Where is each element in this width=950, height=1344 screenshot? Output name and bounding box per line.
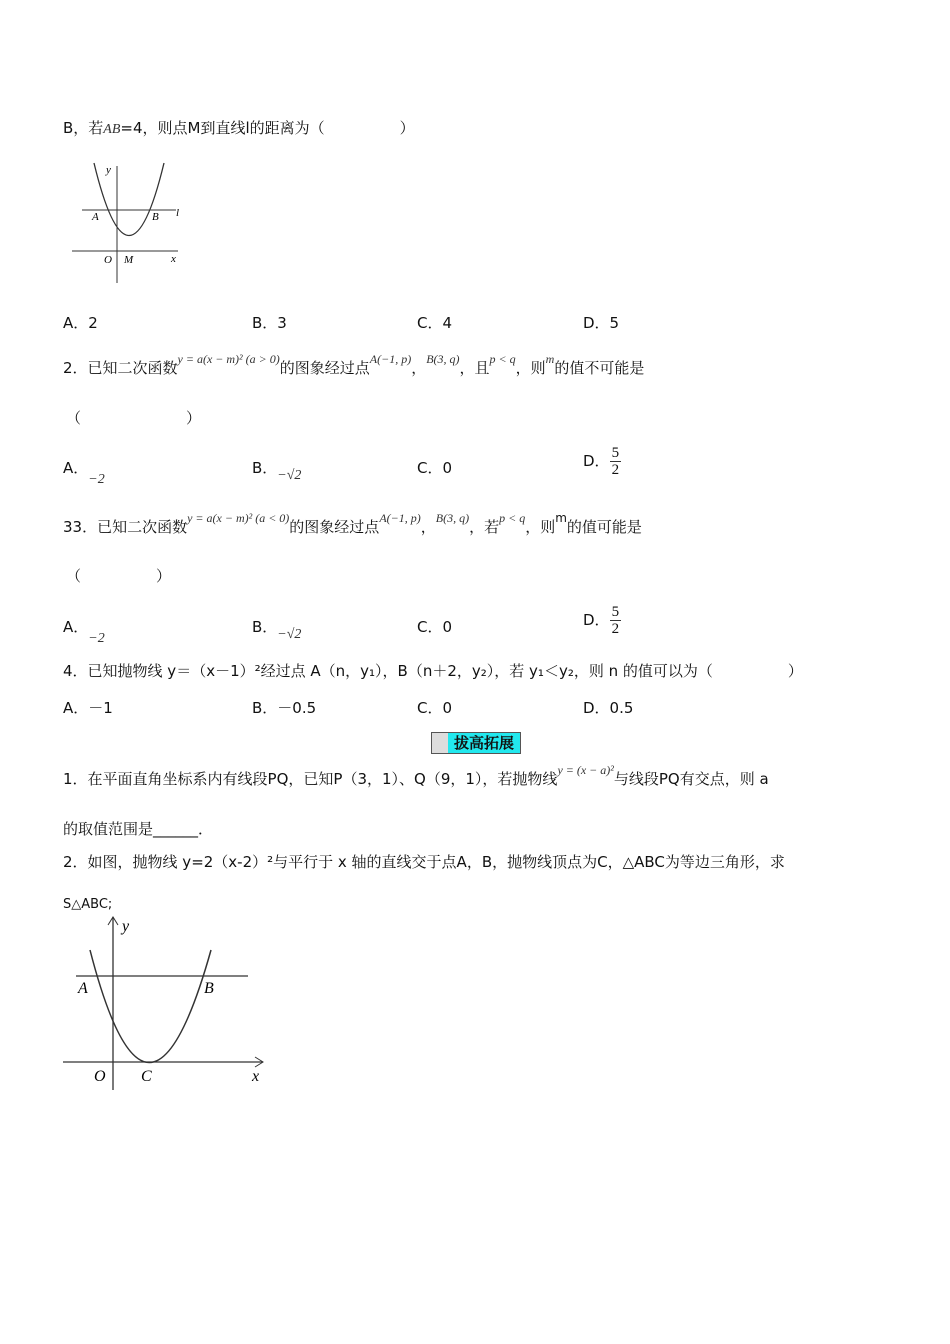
q2-mid: 的图象经过点 (279, 359, 370, 377)
q2-option-b[interactable] (252, 458, 302, 483)
e2-area-label: S△ABC; (63, 897, 113, 912)
section-title: 拔高拓展 (448, 733, 520, 753)
label-C: C (141, 1068, 152, 1085)
q2-prefix: 2．已知二次函数 (63, 359, 178, 377)
section-header (431, 732, 521, 754)
e1-formula: y = (x − a)² (557, 763, 614, 777)
q2-option-d[interactable] (583, 445, 621, 478)
q4-option-c[interactable]: C．0 (417, 699, 453, 717)
label-B: B (204, 980, 214, 997)
q2-m: m (545, 352, 555, 366)
parabola (94, 163, 164, 236)
q4-option-a[interactable]: A．－1 (63, 699, 113, 717)
label-y: y (122, 918, 130, 935)
q2-option-a[interactable] (63, 458, 105, 487)
q1-text-b: =4，则点M到直线l的距离为（ ） (120, 119, 415, 137)
label-l: l (176, 207, 180, 219)
q3-stem (63, 511, 642, 538)
e1-prefix: 1．在平面直角坐标系内有线段PQ，已知P（3，1）、Q（9，1），若抛物线 (63, 770, 558, 788)
label-A: A (78, 980, 88, 997)
q2-comma: ， (411, 359, 427, 377)
q4-option-b[interactable]: B．－0.5 (252, 699, 317, 717)
q3-m: m (555, 511, 567, 525)
label-M: M (124, 254, 134, 266)
q2-point-b: B(3, q) (426, 352, 460, 366)
fraction (610, 604, 622, 637)
q2-answer-blank: （ ） (66, 409, 202, 427)
fraction (610, 445, 622, 478)
q3-point-a: A(−1, p) (379, 511, 421, 525)
q3-option-d[interactable] (583, 604, 621, 637)
option-label: B． (252, 459, 278, 477)
q2-suffix: 的值不可能是 (554, 359, 645, 377)
e2-graph (58, 915, 273, 1095)
option-value: 0 (442, 459, 453, 477)
label-y: y (106, 164, 111, 176)
q1-option-d[interactable]: D．5 (583, 314, 620, 332)
option-value: −2 (88, 631, 105, 646)
q2-then: ，则 (515, 359, 546, 377)
q1-option-b[interactable]: B．3 (252, 314, 287, 332)
q3-comma: ， (420, 518, 436, 536)
q1-option-a[interactable]: A．2 (63, 314, 98, 332)
q3-point-b: B(3, q) (435, 511, 470, 525)
q2-point-a: A(−1, p) (369, 352, 412, 366)
e1-answer-line: 的取值范围是______． (63, 820, 214, 838)
option-label: D． (583, 452, 610, 470)
q2-cond: p < q (489, 352, 516, 366)
parabola (90, 950, 211, 1063)
label-x: x (171, 253, 176, 265)
denominator: 2 (611, 621, 620, 637)
q3-option-c[interactable] (417, 617, 452, 637)
label-O: O (94, 1068, 106, 1085)
option-value: −2 (88, 472, 105, 487)
numerator: 5 (611, 604, 620, 620)
q1-stem (63, 118, 415, 140)
q3-answer-blank: （ ） (66, 567, 172, 585)
q1-option-c[interactable]: C．4 (417, 314, 453, 332)
option-value: −√2 (277, 627, 302, 642)
numerator: 5 (611, 445, 620, 461)
q4-stem: 4．已知抛物线 y＝（x－1）²经过点 A（n，y₁），B（n＋2，y₂），若 y₁＜y₂，则 n 的值可以为（ ） (63, 662, 803, 680)
option-value: −√2 (277, 468, 302, 483)
q3-cond: p < q (499, 511, 526, 525)
q3-option-a[interactable] (63, 617, 105, 646)
q2-option-c[interactable] (417, 458, 452, 478)
option-label: C． (417, 459, 443, 477)
q2-and: ，且 (459, 359, 490, 377)
q4-option-d[interactable]: D．0.5 (583, 699, 634, 717)
option-label: A． (63, 459, 89, 477)
q3-option-b[interactable] (252, 617, 302, 642)
label-O: O (104, 254, 112, 266)
e1-suffix: 与线段PQ有交点，则 a (613, 770, 769, 788)
label-B: B (152, 211, 159, 223)
label-x: x (252, 1068, 260, 1085)
q2-formula: y = a(x − m)² (a > 0) (177, 352, 280, 366)
option-label: A． (63, 618, 89, 636)
option-label: D． (583, 611, 610, 629)
q3-suffix: 的值可能是 (566, 518, 642, 536)
denominator: 2 (611, 462, 620, 478)
q3-prefix: 33．已知二次函数 (63, 518, 188, 536)
option-label: C． (417, 618, 443, 636)
q3-and: ，若 (469, 518, 500, 536)
q1-ab: AB (103, 122, 121, 137)
option-value: 0 (442, 618, 453, 636)
q1-text: B，若 (63, 119, 104, 137)
q2-stem (63, 352, 645, 379)
q3-formula: y = a(x − m)² (a < 0) (187, 511, 290, 525)
option-label: B． (252, 618, 278, 636)
q1-graph (66, 158, 191, 288)
label-A: A (92, 211, 99, 223)
q3-then: ，则 (525, 518, 556, 536)
e2-stem: 2．如图，抛物线 y=2（x-2）²与平行于 x 轴的直线交于点A，B，抛物线顶点为C，△ABC为等边三角形，求 (63, 853, 785, 871)
e1-stem (63, 763, 769, 790)
q3-mid: 的图象经过点 (289, 518, 380, 536)
